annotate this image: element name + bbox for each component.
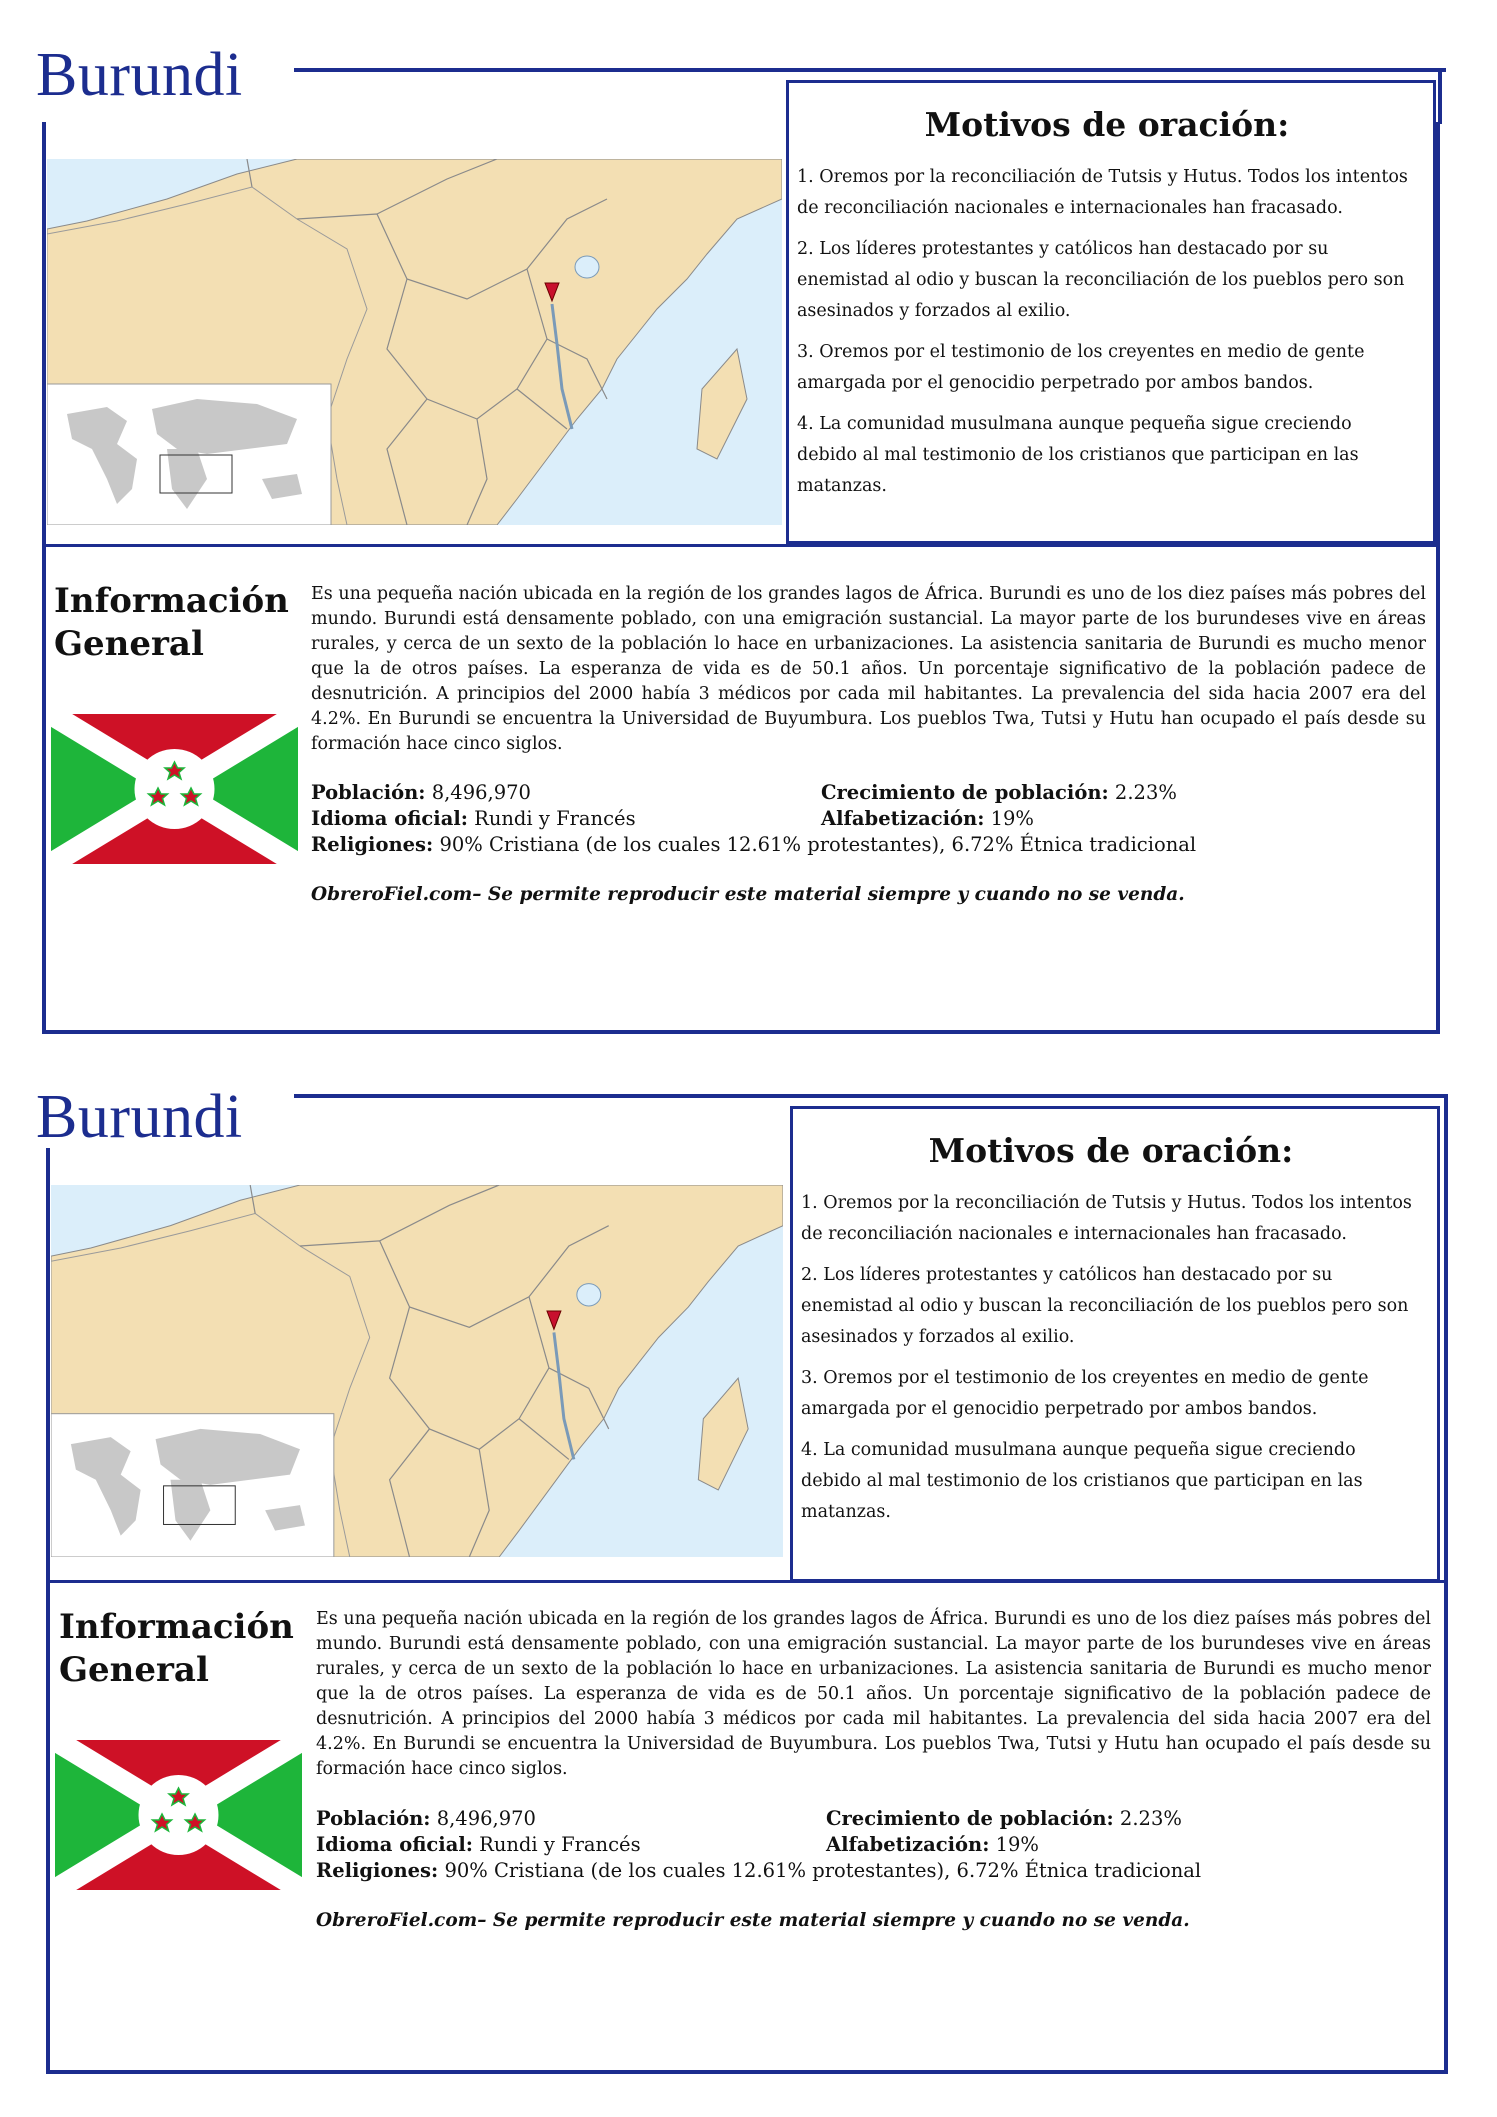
literacy-value: 19%: [984, 807, 1034, 830]
literacy-label: Alfabetización:: [826, 1833, 990, 1856]
africa-map-image: [51, 1185, 783, 1557]
prayer-box: [790, 1106, 1440, 1582]
info-heading-line2: General: [59, 1650, 209, 1690]
info-heading-line2: General: [54, 624, 204, 664]
copyright-note: ObreroFiel.com– Se permite reproducir este material siempre y cuando no se venda.: [311, 884, 1185, 905]
info-body: Es una pequeña nación ubicada en la región de los grandes lagos de África. Burundi es uno de los diez países más pobres del mundo. Burundi está densamente poblado, con una emigración sustancial. La mayor parte de los burundeses vive en áreas rurales, y cerca de un sexto de la población lo hace en urbanizaciones. La asistencia sanitaria de Burundi es mucho menor que la de otros países. La esperanza de vida es de 50.1 años. Un porcentaje significativo de la población padece de desnutrición. A principios del 2000 había 3 médicos por cada mil habitantes. La prevalencia del sida hacia 2007 era del 4.2%. En Burundi se encuentra la Universidad de Buyumbura. Los pueblos Twa, Tutsi y Hutu han ocupado el país desde su formación hace cinco siglos.: [316, 1609, 1431, 1779]
copyright-note: ObreroFiel.com– Se permite reproducir este material siempre y cuando no se venda.: [316, 1910, 1190, 1931]
religion-label: Religiones:: [311, 833, 434, 856]
population-label: Población:: [311, 781, 426, 804]
location-map: [51, 1185, 783, 1557]
literacy-label: Alfabetización:: [821, 807, 985, 830]
frame-top-rule: [294, 1094, 1446, 1098]
facts-table: [316, 1806, 1416, 1884]
frame-right-edge: [1444, 1094, 1448, 1150]
growth-value: 2.23%: [1108, 781, 1177, 804]
frame-right-edge: [1438, 68, 1442, 124]
facts-table: [311, 780, 1411, 858]
language-label: Idioma oficial:: [311, 807, 468, 830]
burundi-flag-icon: [51, 714, 298, 864]
language-value: Rundi y Francés: [472, 1833, 641, 1856]
section-divider: [42, 544, 1440, 547]
location-map: [47, 159, 782, 525]
language-label: Idioma oficial:: [316, 1833, 473, 1856]
prayer-box: [786, 80, 1436, 544]
info-heading-line1: Información: [59, 1607, 294, 1647]
prayer-item: 3. Oremos por el testimonio de los creyentes en medio de gente amargada por el genocidio perpetrado por ambos bandos.: [801, 1368, 1369, 1419]
prayer-item: 1. Oremos por la reconciliación de Tutsis y Hutus. Todos los intentos de reconciliación nacionales e internacionales han fracasado.: [801, 1193, 1412, 1244]
religion-value: 90% Cristiana (de los cuales 12.61% protestantes), 6.72% Étnica tradicional: [433, 833, 1197, 856]
language-value: Rundi y Francés: [467, 807, 636, 830]
religion-label: Religiones:: [316, 1859, 439, 1882]
prayer-item: 1. Oremos por la reconciliación de Tutsis y Hutus. Todos los intentos de reconciliación nacionales e internacionales han fracasado.: [797, 167, 1408, 218]
frame-top-rule: [294, 68, 1446, 72]
population-value: 8,496,970: [425, 781, 531, 804]
info-body: Es una pequeña nación ubicada en la región de los grandes lagos de África. Burundi es uno de los diez países más pobres del mundo. Burundi está densamente poblado, con una emigración sustancial. La mayor parte de los burundeses vive en áreas rurales, y cerca de un sexto de la población lo hace en urbanizaciones. La asistencia sanitaria de Burundi es mucho menor que la de otros países. La esperanza de vida es de 50.1 años. Un porcentaje significativo de la población padece de desnutrición. A principios del 2000 había 3 médicos por cada mil habitantes. La prevalencia del sida hacia 2007 era del 4.2%. En Burundi se encuentra la Universidad de Buyumbura. Los pueblos Twa, Tutsi y Hutu han ocupado el país desde su formación hace cinco siglos.: [311, 584, 1426, 754]
prayer-heading: Motivos de oración:: [928, 1131, 1294, 1170]
country-title: Burundi: [36, 41, 243, 109]
country-title: Burundi: [36, 1083, 243, 1151]
religion-value: 90% Cristiana (de los cuales 12.61% protestantes), 6.72% Étnica tradicional: [438, 1859, 1202, 1882]
growth-label: Crecimiento de población:: [821, 781, 1109, 804]
prayer-item: 3. Oremos por el testimonio de los creyentes en medio de gente amargada por el genocidio perpetrado por ambos bandos.: [797, 342, 1365, 393]
prayer-item: 2. Los líderes protestantes y católicos han destacado por su enemistad al odio y buscan la reconciliación de los pueblos pero son asesinados y forzados al exilio.: [797, 239, 1405, 321]
country-card: [0, 0, 1497, 1050]
growth-value: 2.23%: [1113, 1807, 1182, 1830]
burundi-flag-icon: [55, 1740, 302, 1890]
prayer-item: 4. La comunidad musulmana aunque pequeña sigue creciendo debido al mal testimonio de los cristianos que participan en las matanzas.: [801, 1440, 1363, 1522]
info-heading-line1: Información: [54, 581, 289, 621]
population-label: Población:: [316, 1807, 431, 1830]
growth-label: Crecimiento de población:: [826, 1807, 1114, 1830]
prayer-heading: Motivos de oración:: [924, 105, 1290, 144]
africa-map-image: [47, 159, 782, 525]
info-heading: [54, 580, 314, 666]
prayer-item: 2. Los líderes protestantes y católicos han destacado por su enemistad al odio y buscan la reconciliación de los pueblos pero son asesinados y forzados al exilio.: [801, 1265, 1409, 1347]
country-card: [0, 1020, 1497, 2070]
prayer-item: 4. La comunidad musulmana aunque pequeña sigue creciendo debido al mal testimonio de los cristianos que participan en las matanzas.: [797, 414, 1359, 496]
literacy-value: 19%: [989, 1833, 1039, 1856]
population-value: 8,496,970: [430, 1807, 536, 1830]
info-heading: [59, 1606, 319, 1692]
